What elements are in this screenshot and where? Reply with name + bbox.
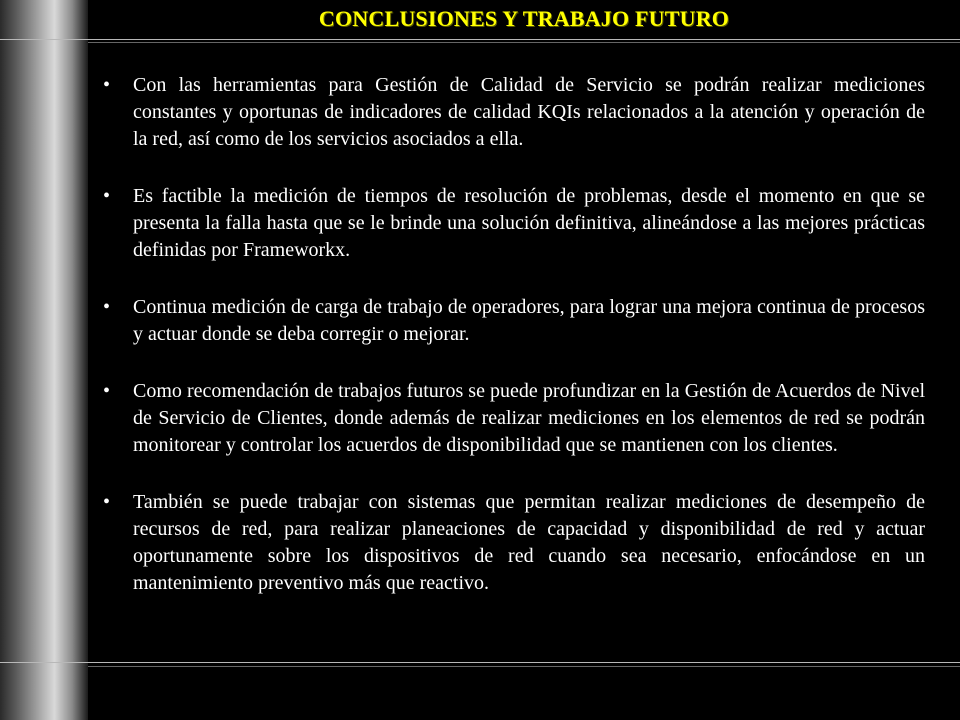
bullet-icon: •	[103, 296, 111, 318]
bullet-icon: •	[103, 380, 111, 402]
list-item	[103, 294, 925, 348]
top-divider-secondary	[88, 42, 960, 43]
left-gradient-band	[0, 0, 88, 720]
top-divider	[0, 39, 960, 40]
bullet-text: Con las herramientas para Gestión de Calidad de Servicio se podrán realizar mediciones constantes y oportunas de indicadores de calidad KQIs relacionados a la atención y operación de la red, así como de los servicios asociados a ella.	[133, 74, 925, 150]
bottom-divider-secondary	[88, 666, 960, 667]
bullet-list	[103, 72, 925, 627]
list-item	[103, 489, 925, 597]
list-item	[103, 183, 925, 264]
slide-title: CONCLUSIONES Y TRABAJO FUTURO	[318, 6, 730, 31]
bullet-text: Es factible la medición de tiempos de resolución de problemas, desde el momento en que se presenta la falla hasta que se le brinde una solución definitiva, alineándose a las mejores prácticas definidas por Frameworkx.	[133, 185, 925, 261]
bullet-icon: •	[103, 74, 111, 96]
bullet-text: Como recomendación de trabajos futuros se puede profundizar en la Gestión de Acuerdos de Nivel de Servicio de Clientes, donde además de realizar mediciones en los elementos de red se podrán monitorear y controlar los acuerdos de disponibilidad que se mantienen con los clientes.	[133, 380, 925, 456]
bullet-icon: •	[103, 185, 111, 207]
list-item	[103, 378, 925, 459]
bullet-text: Continua medición de carga de trabajo de operadores, para lograr una mejora continua de procesos y actuar donde se deba corregir o mejorar.	[133, 296, 925, 345]
bullet-text: También se puede trabajar con sistemas que permitan realizar mediciones de desempeño de recursos de red, para realizar planeaciones de capacidad y disponibilidad de red y actuar oportunamente sobre los dispositivos de red cuando sea necesario, enfocándose en un mantenimiento preventivo más que reactivo.	[133, 491, 925, 594]
bullet-icon: •	[103, 491, 111, 513]
list-item	[103, 72, 925, 153]
bottom-divider	[0, 662, 960, 663]
